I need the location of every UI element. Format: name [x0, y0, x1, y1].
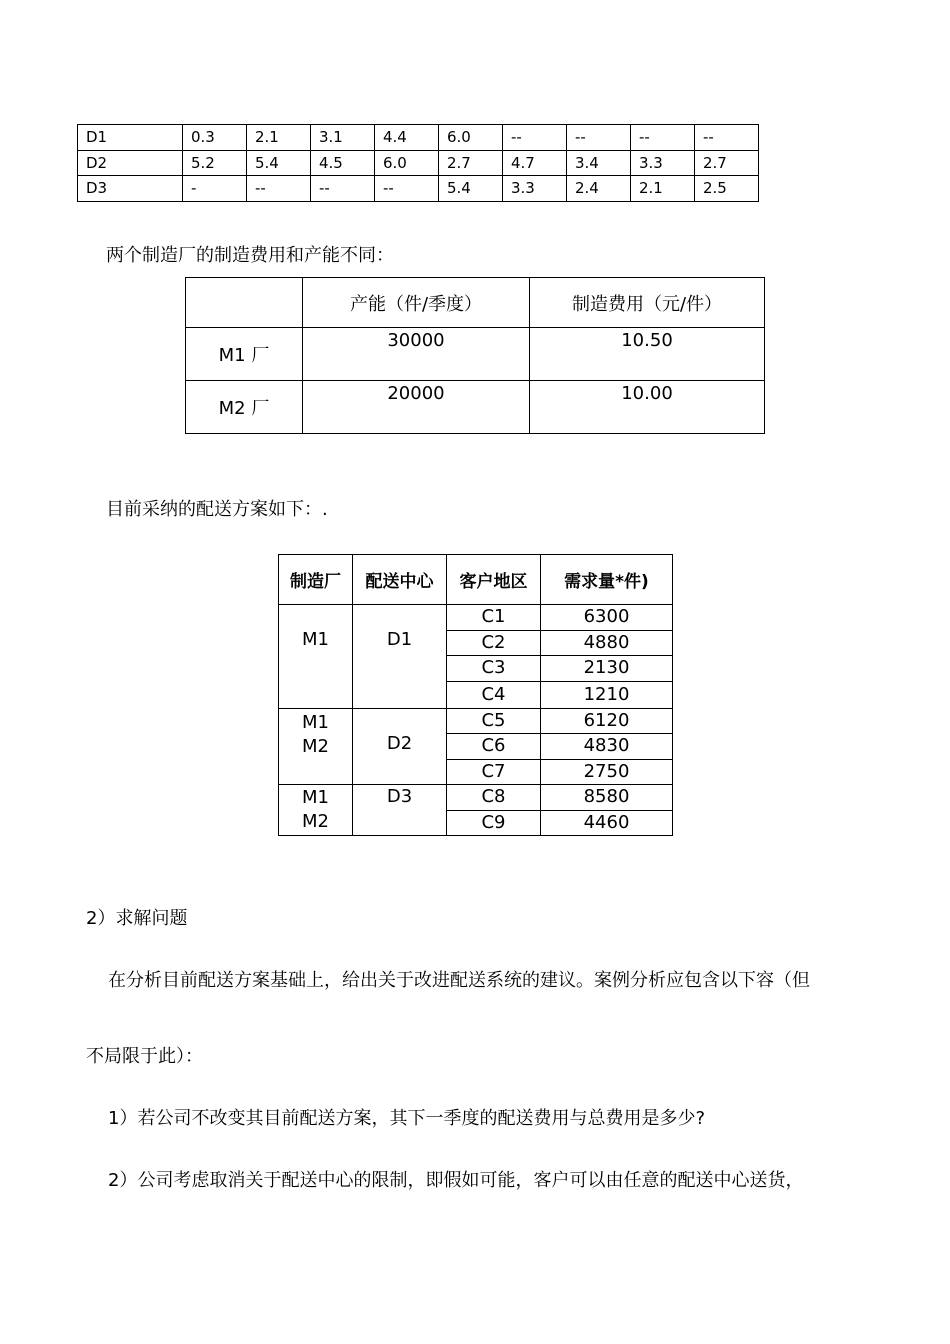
table-cell: -- [311, 176, 375, 202]
table-cell: 3.3 [503, 176, 567, 202]
region-cell: C6 [447, 734, 541, 760]
plant-label: M1 [302, 711, 329, 733]
table-row [78, 150, 759, 176]
region-cell: C2 [447, 630, 541, 656]
table-row [186, 328, 765, 381]
table-cell: -- [695, 125, 759, 151]
capacity-cell: 30000 [303, 328, 530, 381]
distance-table [77, 124, 759, 202]
table-cell: 2.1 [247, 125, 311, 151]
center-cell: D3 [353, 785, 447, 836]
table-header-row [279, 555, 673, 605]
paragraph-line: 不局限于此）： [86, 1046, 203, 1067]
demand-cell: 4460 [541, 810, 673, 836]
table-cell: 2.5 [695, 176, 759, 202]
table-cell: -- [247, 176, 311, 202]
demand-cell: 4880 [541, 630, 673, 656]
region-cell: C9 [447, 810, 541, 836]
header-cell-empty [186, 278, 303, 328]
cost-cell: 10.50 [530, 328, 765, 381]
header-cell-plant: 制造厂 [279, 555, 353, 605]
capacity-intro: 两个制造厂的制造费用和产能不同： [106, 245, 394, 266]
demand-cell: 1210 [541, 681, 673, 708]
table-cell: 5.2 [183, 150, 247, 176]
table-cell: 4.4 [375, 125, 439, 151]
demand-cell: 4830 [541, 734, 673, 760]
table-cell: 0.3 [183, 125, 247, 151]
plant-cell [279, 785, 353, 836]
region-cell: C5 [447, 708, 541, 734]
header-cell-capacity: 产能（件/季度） [303, 278, 530, 328]
demand-cell: 6300 [541, 605, 673, 631]
question-2: 2）公司考虑取消关于配送中心的限制，即假如可能，客户可以由任意的配送中心送货， [108, 1170, 804, 1191]
table-cell: 2.1 [631, 176, 695, 202]
row-label: D2 [78, 150, 183, 176]
table-cell: - [183, 176, 247, 202]
scheme-intro: 目前采纳的配送方案如下：. [106, 499, 328, 520]
table-cell: -- [375, 176, 439, 202]
header-cell-cost: 制造费用（元/件） [530, 278, 765, 328]
table-cell: -- [567, 125, 631, 151]
table-cell: 2.7 [695, 150, 759, 176]
region-cell: C8 [447, 785, 541, 811]
center-cell: D1 [353, 605, 447, 709]
section-title: 2）求解问题 [86, 908, 188, 929]
table-row [78, 176, 759, 202]
center-cell: D2 [353, 708, 447, 785]
demand-cell: 6120 [541, 708, 673, 734]
demand-cell: 8580 [541, 785, 673, 811]
capacity-table [185, 277, 765, 434]
table-row [78, 125, 759, 151]
plant-label: M2 [302, 811, 329, 832]
plant-cell: M1 厂 [186, 328, 303, 381]
table-cell: -- [503, 125, 567, 151]
plant-label: M2 [302, 735, 329, 757]
capacity-cell: 20000 [303, 381, 530, 434]
plant-label: M1 [302, 787, 329, 808]
table-row [186, 381, 765, 434]
row-label: D3 [78, 176, 183, 202]
question-1: 1）若公司不改变其目前配送方案，其下一季度的配送费用与总费用是多少? [108, 1108, 706, 1129]
table-cell: 3.3 [631, 150, 695, 176]
table-cell: 3.1 [311, 125, 375, 151]
table-cell: 2.7 [439, 150, 503, 176]
demand-cell: 2130 [541, 656, 673, 682]
table-cell: 4.7 [503, 150, 567, 176]
table-row [279, 785, 673, 811]
table-cell: 5.4 [439, 176, 503, 202]
plant-cell: M2 厂 [186, 381, 303, 434]
table-row [279, 708, 673, 734]
table-cell: -- [631, 125, 695, 151]
table-cell: 5.4 [247, 150, 311, 176]
cost-cell: 10.00 [530, 381, 765, 434]
plant-cell [279, 708, 353, 785]
header-cell-center: 配送中心 [353, 555, 447, 605]
header-cell-region: 客户地区 [447, 555, 541, 605]
paragraph-line: 在分析目前配送方案基础上，给出关于改进配送系统的建议。案例分析应包含以下容（但 [108, 970, 810, 991]
region-cell: C7 [447, 759, 541, 785]
scheme-table [278, 554, 673, 836]
table-cell: 4.5 [311, 150, 375, 176]
table-row [279, 605, 673, 631]
table-cell: 2.4 [567, 176, 631, 202]
table-cell: 6.0 [375, 150, 439, 176]
demand-cell: 2750 [541, 759, 673, 785]
region-cell: C4 [447, 681, 541, 708]
table-cell: 6.0 [439, 125, 503, 151]
header-cell-demand: 需求量*件) [541, 555, 673, 605]
region-cell: C3 [447, 656, 541, 682]
region-cell: C1 [447, 605, 541, 631]
plant-cell: M1 [279, 605, 353, 709]
table-header-row [186, 278, 765, 328]
row-label: D1 [78, 125, 183, 151]
table-cell: 3.4 [567, 150, 631, 176]
